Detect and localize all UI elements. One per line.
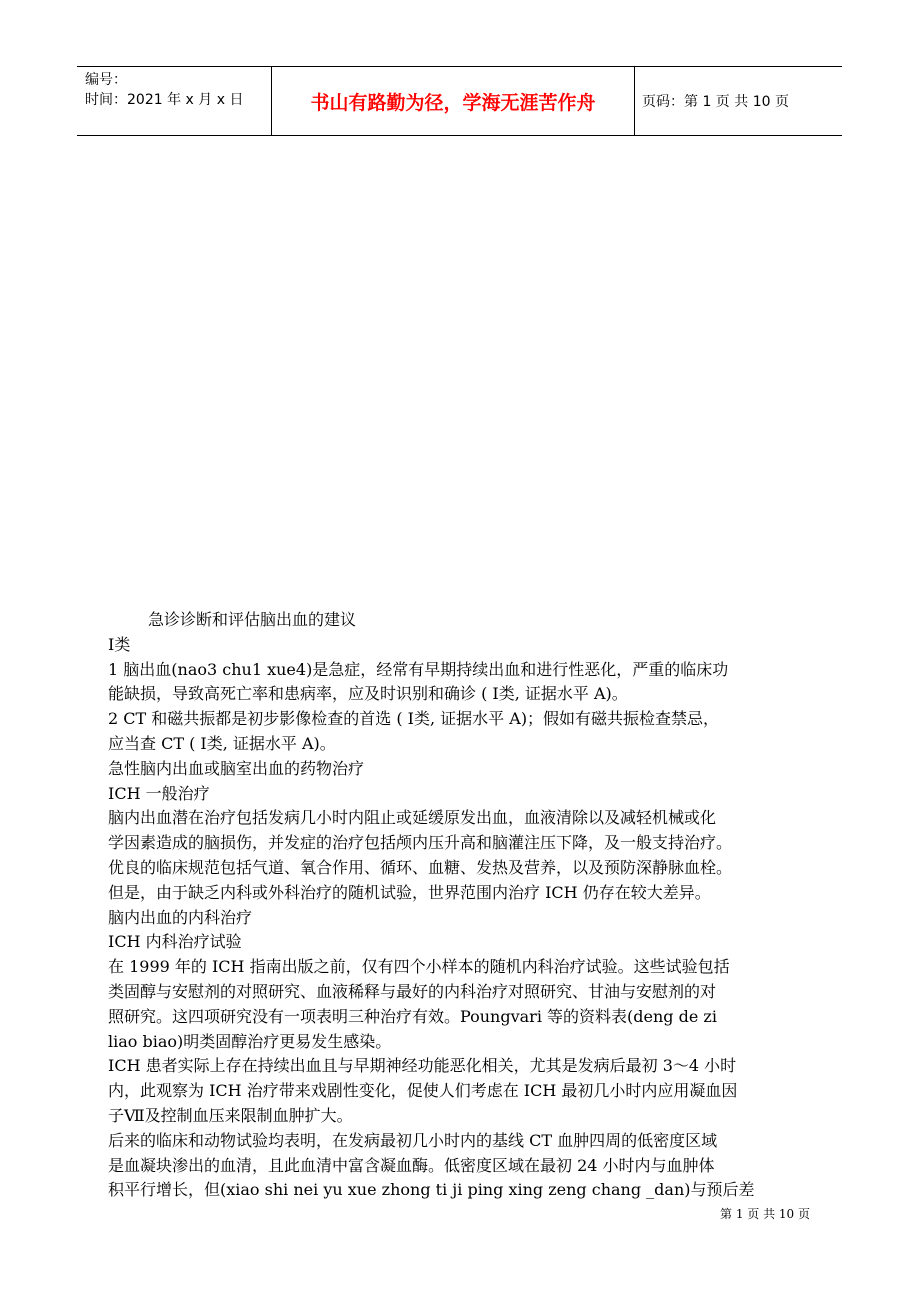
document-line: 急性脑内出血或脑室出血的药物治疗 xyxy=(108,758,365,778)
header-page-number: 页码：第 1 页 共 10 页 xyxy=(642,94,789,110)
document-line: ICH 一般治疗 xyxy=(108,783,210,803)
document-line: 积平行增长，但(xiao shi nei yu xue zhong ti ji ping xing zeng chang _dan)与预后差 xyxy=(108,1180,755,1200)
document-line: 2 CT 和磁共振都是初步影像检查的首选 ( Ⅰ类, 证据水平 A)；假如有磁共振检查禁忌， xyxy=(108,709,720,729)
page-header xyxy=(77,66,842,136)
document-line: 在 1999 年的 ICH 指南出版之前，仅有四个小样本的随机内科治疗试验。这些试验包括 xyxy=(108,957,730,977)
document-title: 急诊诊断和评估脑出血的建议 xyxy=(148,610,357,629)
document-line: liao biao)明类固醇治疗更易发生感染。 xyxy=(108,1031,392,1051)
header-motto: 书山有路勤为径，学海无涯苦作舟 xyxy=(310,92,596,114)
document-line: 脑内出血的内科治疗 xyxy=(108,907,253,927)
document-line: 是血凝块渗出的血清，且此血清中富含凝血酶。低密度区域在最初 24 小时内与血肿体 xyxy=(108,1155,715,1175)
document-line: ICH 内科治疗试验 xyxy=(108,932,242,952)
document-line: 但是，由于缺乏内科或外科治疗的随机试验，世界范围内治疗 ICH 仍存在较大差异。 xyxy=(108,882,711,902)
document-number-label: 编号： xyxy=(85,72,127,88)
header-meta-cell xyxy=(77,67,271,135)
document-line: 类固醇与安慰剂的对照研究、血液稀释与最好的内科治疗对照研究、甘油与安慰剂的对 xyxy=(108,981,717,1001)
document-line: 照研究。这四项研究没有一项表明三种治疗有效。Poungvari 等的资料表(deng de zi xyxy=(108,1006,717,1026)
header-motto-cell xyxy=(271,67,635,135)
document-line: 1 脑出血(nao3 chu1 xue4)是急症，经常有早期持续出血和进行性恶化，严重的临床功 xyxy=(108,659,729,679)
page-footer: 第 1 页 共 10 页 xyxy=(720,1207,810,1221)
document-line: 优良的临床规范包括气道、氧合作用、循环、血糖、发热及营养，以及预防深静脉血栓。 xyxy=(108,857,733,877)
document-line: 学因素造成的脑损伤，并发症的治疗包括颅内压升高和脑灌注压下降，及一般支持治疗。 xyxy=(108,833,733,853)
document-line: Ⅰ类 xyxy=(108,634,131,654)
header-page-cell xyxy=(634,67,842,135)
document-date-label: 时间：2021 年 x 月 x 日 xyxy=(85,92,244,108)
document-line: 应当查 CT ( Ⅰ类, 证据水平 A)。 xyxy=(108,733,336,753)
document-line: 后来的临床和动物试验均表明，在发病最初几小时内的基线 CT 血肿四周的低密度区域 xyxy=(108,1130,718,1150)
document-body xyxy=(108,608,820,1203)
document-line: 内，此观察为 ICH 治疗带来戏剧性变化，促使人们考虑在 ICH 最初几小时内应用凝血因 xyxy=(108,1081,738,1101)
document-line: ICH 患者实际上存在持续出血且与早期神经功能恶化相关，尤其是发病后最初 3～4 小时 xyxy=(108,1056,737,1076)
document-line: 子Ⅶ及控制血压来限制血肿扩大。 xyxy=(108,1105,353,1125)
document-line: 脑内出血潜在治疗包括发病几小时内阻止或延缓原发出血，血液清除以及减轻机械或化 xyxy=(108,808,717,828)
document-line: 能缺损，导致高死亡率和患病率，应及时识别和确诊 ( Ⅰ类, 证据水平 A)。 xyxy=(108,684,628,704)
